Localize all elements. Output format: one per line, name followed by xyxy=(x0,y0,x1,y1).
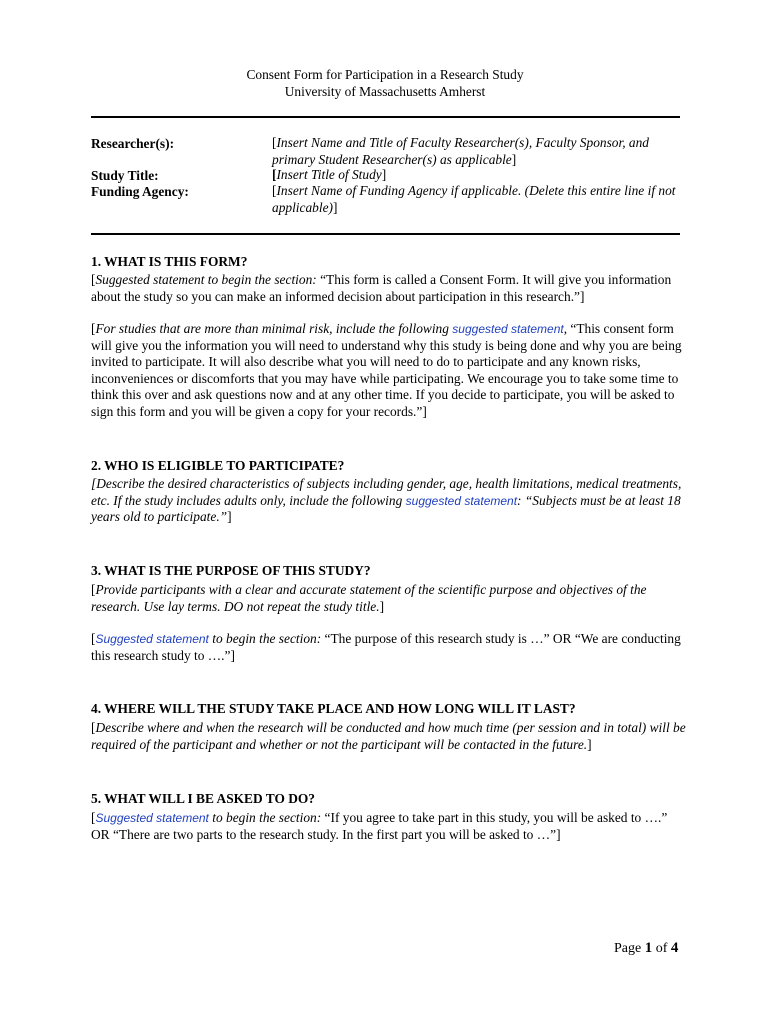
researcher-value: [Insert Name and Title of Faculty Researcher(s), Faculty Sponsor, and primary Student Researcher(s) as applicable] xyxy=(272,135,649,167)
section-3-paragraph-2: [Suggested statement to begin the section: “The purpose of this research study is …” OR “We are conducting this research study to ….”] xyxy=(91,631,681,663)
study-title-label: Study Title: xyxy=(91,168,159,183)
suggested-statement-link: Suggested statement xyxy=(95,811,209,825)
suggested-statement-link: Suggested statement xyxy=(95,632,209,646)
study-title-value: [Insert Title of Study] xyxy=(272,167,387,182)
funding-agency-value: [Insert Name of Funding Agency if applicable. (Delete this entire line if not applicable)] xyxy=(272,183,676,215)
top-rule xyxy=(91,116,680,118)
suggested-statement-link: suggested statement xyxy=(452,322,564,336)
section-3-paragraph-1: [Provide participants with a clear and accurate statement of the scientific purpose and objectives of the research. Use lay terms. DO not repeat the study title.] xyxy=(91,582,647,614)
section-5-paragraph-1: [Suggested statement to begin the section: “If you agree to take part in this study, you will be asked to ….” OR “There are two parts to the research study. In the first part you will be asked to …”] xyxy=(91,810,668,842)
researcher-label: Researcher(s): xyxy=(91,136,175,151)
section-3-heading: 3. WHAT IS THE PURPOSE OF THIS STUDY? xyxy=(91,563,371,578)
section-2-paragraph-1: [Describe the desired characteristics of subjects including gender, age, health limitations, medical treatments, etc. If the study includes adults only, include the following suggested statement: “Subjects must be at least 18 years old to participate.”] xyxy=(91,476,682,524)
section-1-paragraph-2: [For studies that are more than minimal risk, include the following suggested statement, “This consent form will give you the information you will need to understand why this study is being done and why you are being invited to participate. It will also describe what you will need to do to participate and any known risks, inconveniences or discomforts that you may have while participating. We encourage you to take some time to think this over and ask questions now and at any other time. If you decide to participate, you will be asked to sign this form and you will be given a copy for your records.”] xyxy=(91,321,682,419)
section-2-heading: 2. WHO IS ELIGIBLE TO PARTICIPATE? xyxy=(91,458,345,473)
section-1-paragraph-1: [Suggested statement to begin the section: “This form is called a Consent Form. It will give you information about the study so you can make an informed decision about participation in this research.”] xyxy=(91,272,672,304)
info-rule xyxy=(91,233,680,235)
section-4-paragraph-1: [Describe where and when the research will be conducted and how much time (per session and in total) will be required of the participant and whether or not the participant will be contacted in the future.] xyxy=(91,720,686,752)
suggested-statement-link: suggested statement xyxy=(405,493,518,508)
doc-title: Consent Form for Participation in a Research Study xyxy=(246,67,524,82)
doc-subtitle: University of Massachusetts Amherst xyxy=(284,84,486,99)
funding-agency-label: Funding Agency: xyxy=(91,184,189,199)
section-4-heading: 4. WHERE WILL THE STUDY TAKE PLACE AND HOW LONG WILL IT LAST? xyxy=(91,701,576,716)
page-number: Page 1 of 4 xyxy=(614,940,679,956)
section-5-heading: 5. WHAT WILL I BE ASKED TO DO? xyxy=(91,791,316,806)
section-1-heading: 1. WHAT IS THIS FORM? xyxy=(91,254,248,269)
